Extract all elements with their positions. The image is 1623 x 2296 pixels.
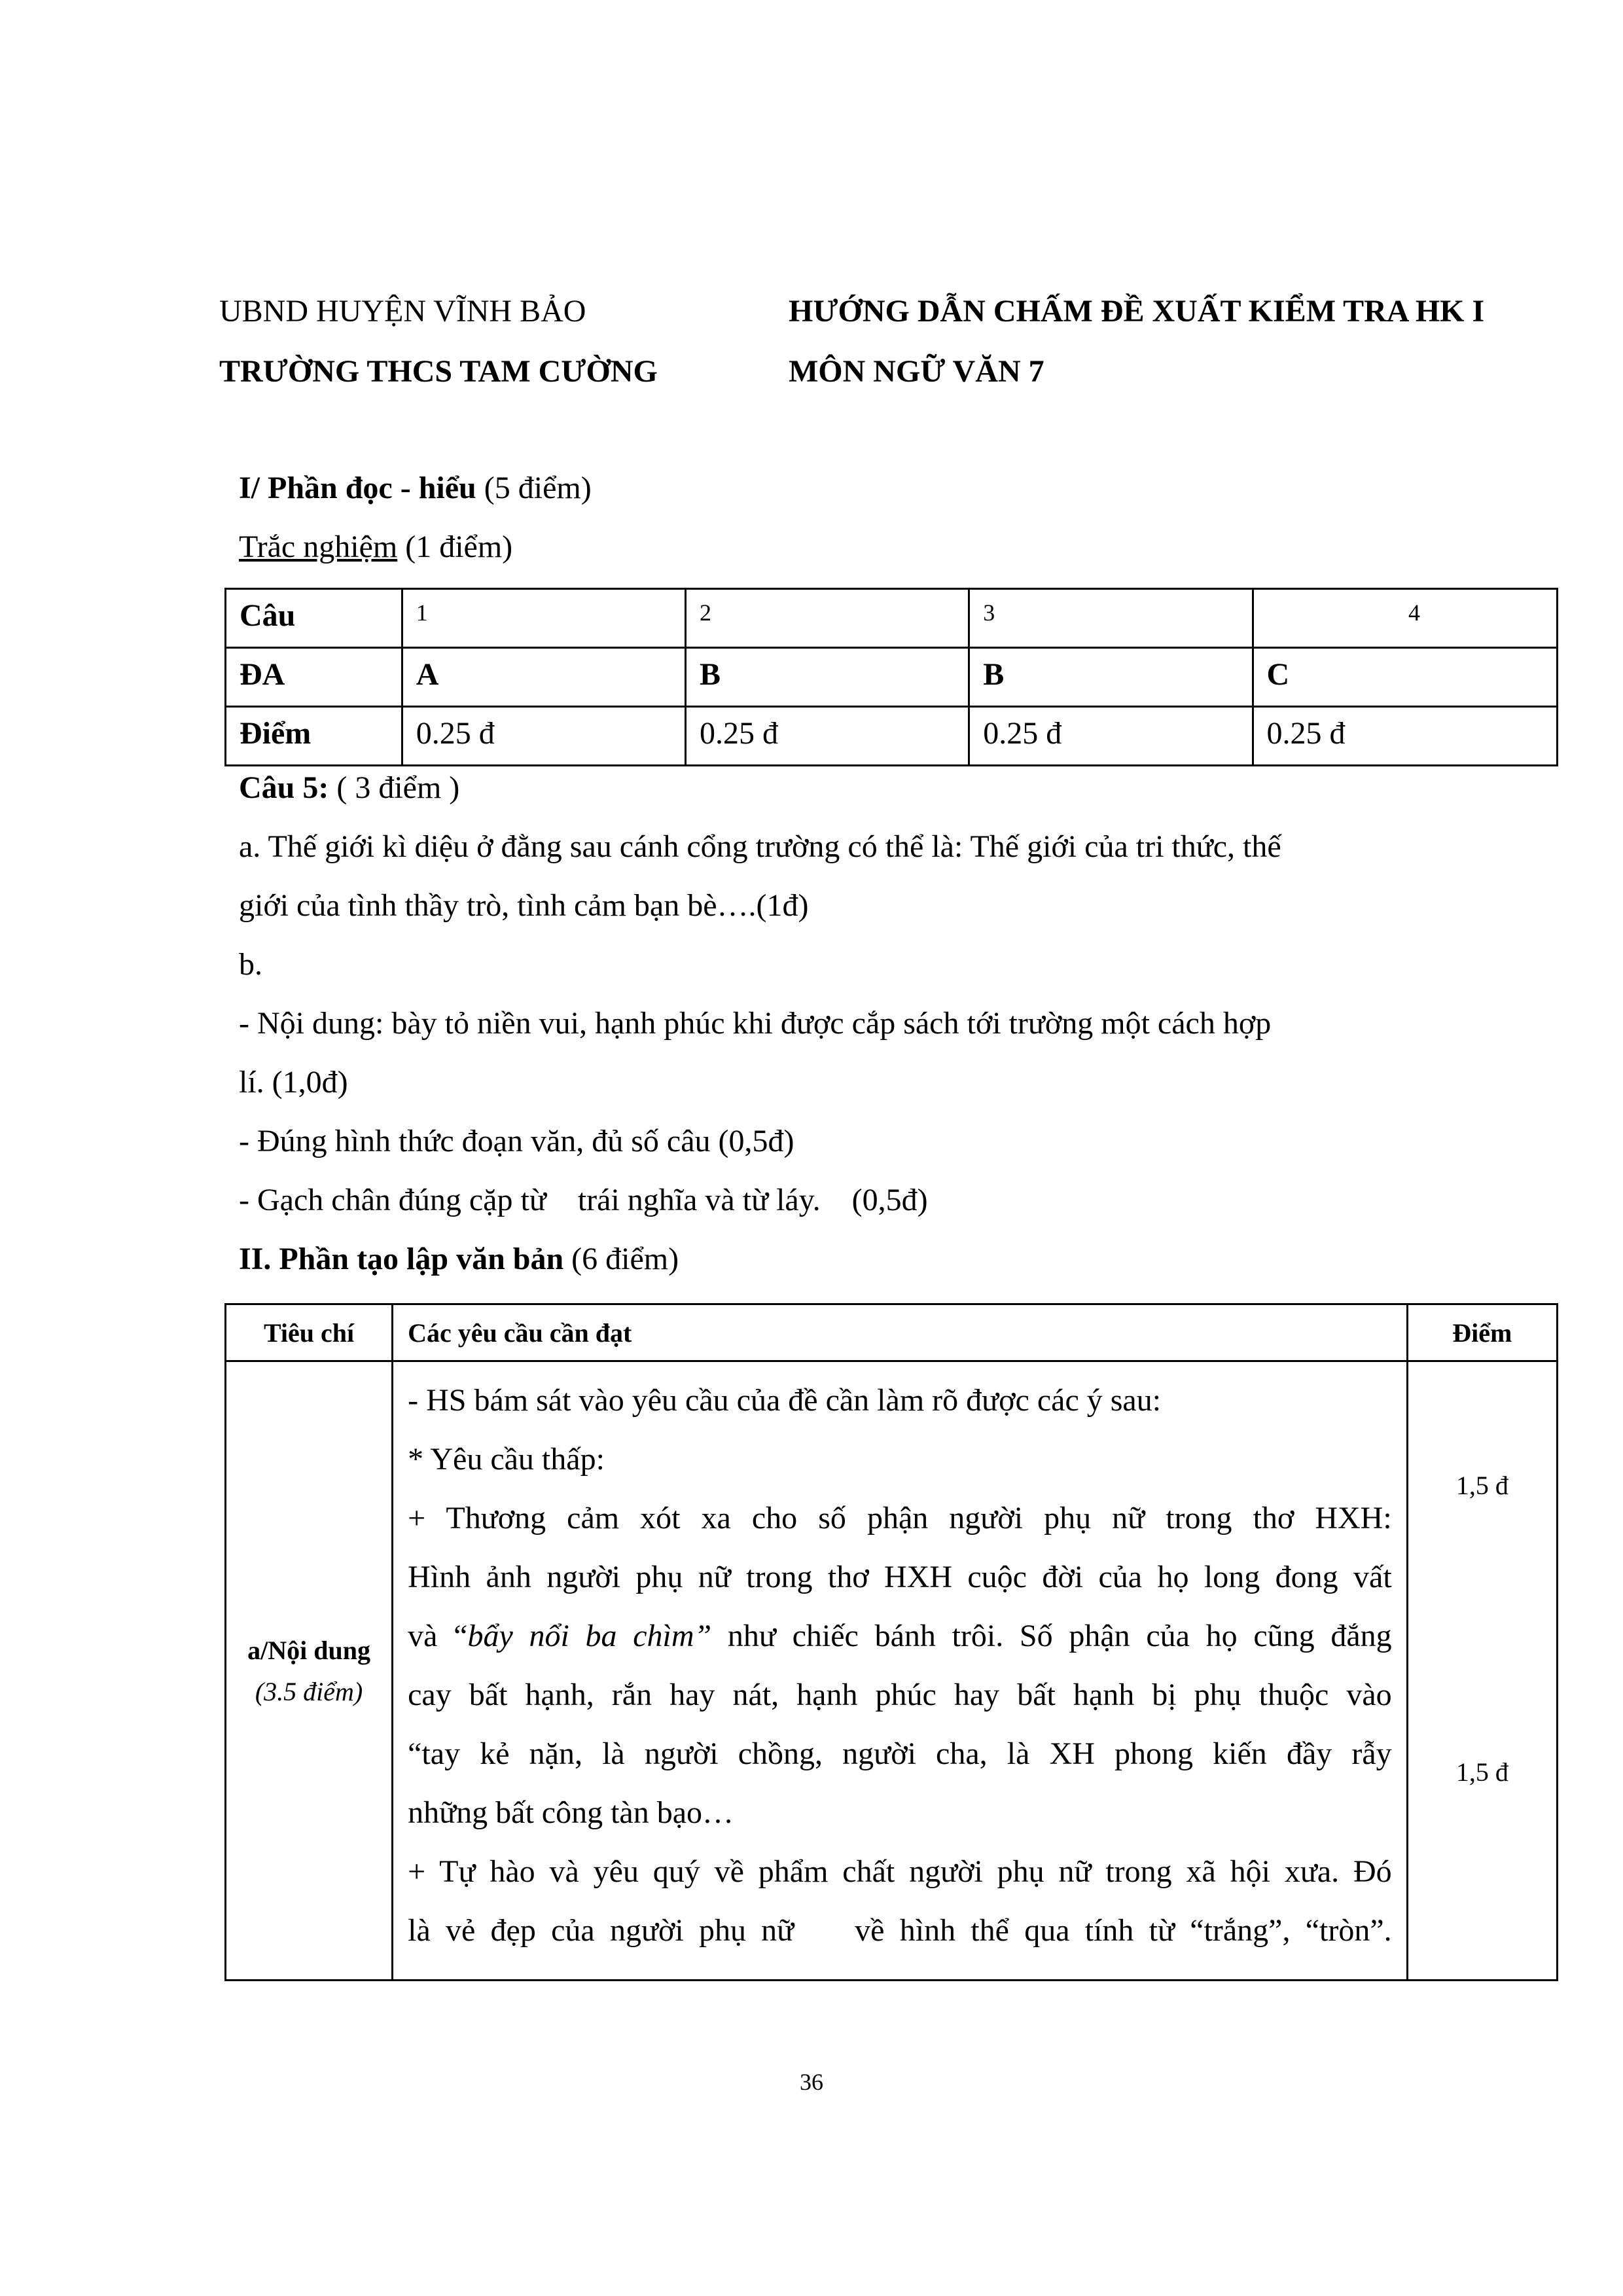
cau5-line: giới của tình thầy trò, tình cảm bạn bè….(1đ) [239,888,809,923]
table-row [226,589,1558,648]
requirement-line: “tay kẻ nặn, là người chồng, người cha, là XH phong kiến đầy rẫy [408,1736,1392,1771]
column-header: Điểm [1407,1304,1557,1361]
requirement-line: + Tự hào và yêu quý về phẩm chất người phụ nữ trong xã hội xưa. Đó [408,1854,1392,1889]
answer-cell: C [1266,657,1290,692]
row-label: Điểm [240,716,312,751]
cau5-line: - Nội dung: bày tỏ niền vui, hạnh phúc khi được cắp sách tới trường một cách hợp [239,1006,1272,1041]
score-cell: 0.25 đ [699,716,778,751]
cau5-line: a. Thế giới kì diệu ở đằng sau cánh cổng trường có thể là: Thế giới của tri thức, thế [239,829,1281,864]
mc-answer-table [224,588,1558,766]
mc-title: Trắc nghiệm (1 điểm) [239,529,513,564]
rubric-table [224,1303,1558,1981]
table-row [226,648,1558,707]
header-district: UBND HUYỆN VĨNH BẢO [219,294,586,329]
table-row [226,1304,1558,1361]
question-number: 2 [699,600,711,626]
cau5-line: b. [239,947,262,982]
table-row [226,707,1558,766]
cau5-line: - Đúng hình thức đoạn văn, đủ số câu (0,5đ) [239,1124,794,1158]
header-school: TRƯỜNG THCS TAM CƯỜNG [219,354,658,389]
cau5-line: - Gạch chân đúng cặp từ trái nghĩa và từ láy. (0,5đ) [239,1183,928,1217]
requirement-line: - HS bám sát vào yêu cầu của đề cần làm rõ được các ý sau: [408,1383,1162,1418]
column-header: Tiêu chí [226,1304,393,1361]
answer-cell: B [983,657,1005,692]
score-cell: 0.25 đ [416,716,495,751]
cau5-title: Câu 5: ( 3 điểm ) [239,770,460,805]
requirement-line: cay bất hạnh, rắn hay nát, hạnh phúc hay bất hạnh bị phụ thuộc vào [408,1677,1392,1712]
requirement-line: những bất công tàn bạo… [408,1795,734,1830]
requirement-line: là vẻ đẹp của người phụ nữ về hình thể qua tính từ “trắng”, “tròn”. [408,1913,1392,1948]
part1-title: I/ Phần đọc - hiểu (5 điểm) [239,471,592,505]
criterion-points: (3.5 điểm) [255,1676,363,1706]
header-subject: MÔN NGỮ VĂN 7 [789,354,1044,389]
requirement-line: và “bẩy nổi ba chìm” như chiếc bánh trôi. Số phận của họ cũng đắng [408,1619,1392,1653]
cau5-line: lí. (1,0đ) [239,1065,348,1100]
page-number: 36 [800,2069,823,2095]
question-number: 1 [416,600,428,626]
question-number: 3 [983,600,995,626]
question-number: 4 [1408,600,1420,626]
points-value: 1,5 đ [1455,1757,1508,1787]
requirement-line: Hình ảnh người phụ nữ trong thơ HXH cuộc đời của họ long đong vất [408,1560,1392,1594]
table-row [226,1361,1558,1981]
answer-cell: A [416,657,439,692]
score-cell: 0.25 đ [983,716,1062,751]
answer-cell: B [699,657,721,692]
row-label: ĐA [240,657,285,692]
points-value: 1,5 đ [1455,1471,1508,1500]
row-label: Câu [240,598,296,633]
score-cell: 0.25 đ [1266,716,1346,751]
requirement-line: + Thương cảm xót xa cho số phận người phụ nữ trong thơ HXH: [408,1501,1392,1535]
criterion-name: a/Nội dung [247,1635,370,1665]
column-header: Các yêu cầu cần đạt [393,1304,1408,1361]
header-doc-title: HƯỚNG DẪN CHẤM ĐỀ XUẤT KIỂM TRA HK I [789,294,1485,329]
requirement-line: * Yêu cầu thấp: [408,1442,605,1477]
part2-title: II. Phần tạo lập văn bản (6 điểm) [239,1242,679,1276]
